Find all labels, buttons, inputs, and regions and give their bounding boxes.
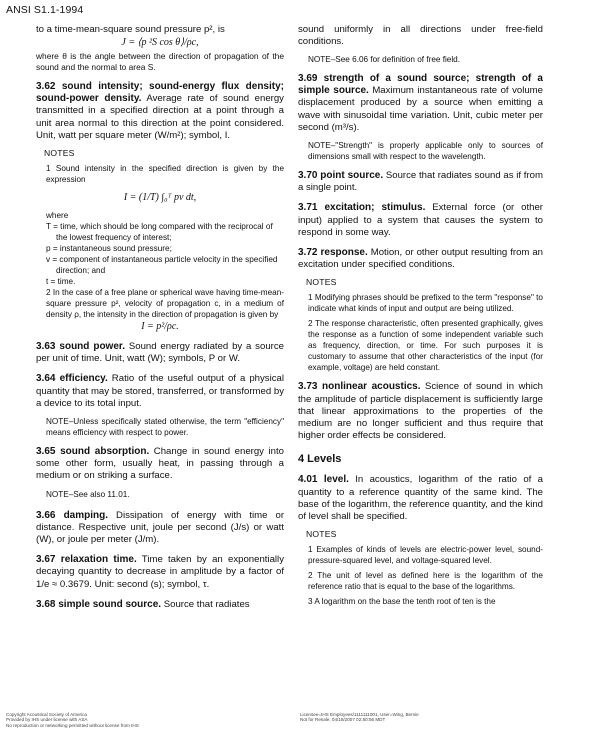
term-3-66: 3.66 damping. [36, 509, 109, 521]
where-list [36, 221, 284, 287]
term-3-68: 3.68 simple sound source. [36, 598, 162, 610]
note-3-62-2: 2 In the case of a free plane or spherical wave having time-mean-square pressure p², velocity of propagation c, in a medium of density ρ, the intensity in the direction of propagation is given by [46, 288, 284, 320]
intro-formula: J = ⟨p ²S cos θ⟩/ρc, [121, 37, 199, 48]
left-column [36, 24, 284, 611]
entry-3-72 [298, 247, 543, 271]
def-3-72: Motion, or other output resulting from an excitation under specified conditions. [298, 247, 544, 271]
def-3-62: Average rate of sound energy transmitted in a specified direction at a point through a unit area normal to this direction at the point considered. Unit, watt per square meter (W/m²); symbol, I. [36, 93, 284, 141]
term-3-69: 3.69 strength of a sound source; strength of a simple source. [298, 73, 543, 97]
intro-text: to a time-mean-square sound pressure p², is [36, 24, 225, 35]
def-3-63: Sound energy radiated by a source per unit of time. Unit, watt (W); symbols, P or W. [36, 341, 284, 365]
formula-intensity: I = (1/T) ∫₀ᵀ pv dt, [123, 192, 197, 204]
note-4-01-2: 2 The unit of level as defined here is the logarithm of the reference ratio that is equal to the base of the logarithms. [308, 571, 543, 592]
term-3-67: 3.67 relaxation time. [36, 554, 137, 566]
footer-line: Licensee=IHS Employees/1111111001, User=Wing, Bernie [300, 712, 419, 717]
entry-3-63 [36, 341, 284, 365]
entry-3-65 [36, 446, 284, 483]
entry-3-73 [298, 381, 543, 442]
def-3-67: Time taken by an exponentially decaying quantity to decrease in amplitude by a factor of 1/e ≈ 0.3679. Unit: second (s); symbol, τ. [36, 554, 284, 590]
entry-4-01 [298, 474, 543, 523]
def-3-66: Dissipation of energy with time or distance. Respective unit, joule per second (J/s) or watt (W), or joule per meter (J/m). [36, 509, 285, 546]
formula-plane-wave: I = p²/ρc. [141, 321, 179, 333]
notes-label-3-62: NOTES [44, 148, 75, 159]
footer-line: Copyright Acoustical Society of America [6, 712, 87, 717]
footer-line: Provided by IHS under license with ASA [6, 717, 88, 723]
intro-where: where θ is the angle between the direction of propagation of the sound and the normal to area S. [36, 51, 284, 72]
def-3-69: Maximum instantaneous rate of volume displacement produced by a source when emitting a wave with sinusoidal time variation. Unit, cubic meter per second (m³/s). [298, 85, 543, 133]
entry-3-62 [36, 81, 284, 142]
notes-label-4-01: NOTES [306, 529, 337, 540]
note-4-01-1: 1 Examples of kinds of levels are electric-power level, sound-pressure-squared level, and voltage-squared level. [308, 545, 543, 566]
note-4-01-3: 3 A logarithm on the base the tenth root of ten is the [308, 597, 496, 607]
def-3-68: Source that radiates [161, 598, 250, 610]
def-4-01: In acoustics, logarithm of the ratio of a quantity to a reference quantity of the same kind. The base of the logarithm, the reference quantity, and the kind of level shall be specified. [298, 474, 544, 523]
notes-label-3-72: NOTES [306, 277, 337, 288]
note-3-72-2: 2 The response characteristic, often presented graphically, gives the response as a function of some independent variable such as frequency, direction, or time. For such purposes it is customary to assume that other characteristics of the input (for example, voltage) are held constant. [308, 319, 543, 373]
entry-3-68 [36, 599, 284, 611]
footer-license [300, 712, 520, 723]
section-4-title: 4 Levels [298, 453, 342, 466]
term-3-62: 3.62 sound intensity; sound-energy flux density; sound-power density. [36, 81, 284, 105]
term-3-70: 3.70 point source. [298, 170, 384, 182]
footer-copyright [6, 712, 226, 728]
term-3-64: 3.64 efficiency. [36, 373, 108, 385]
where-item: t = time. [46, 277, 76, 287]
entry-3-71 [298, 202, 543, 239]
note-3-64: NOTE–Unless specifically stated otherwise, the term "efficiency" means efficiency with respect to power. [46, 417, 284, 438]
where-item: T = time, which should be long compared with the reciprocal of the lowest frequency of interest; [46, 222, 273, 243]
footer-line: No reproduction or networking permitted without license from IHS [6, 722, 139, 728]
footer-line: Not for Resale, 04/18/2007 02:50:56 MDT [300, 717, 386, 723]
def-3-70: Source that radiates sound as if from a single point. [298, 170, 543, 194]
entry-3-66 [36, 510, 284, 547]
term-3-63: 3.63 sound power. [36, 341, 126, 353]
continued-text: sound uniformly in all directions under free-field conditions. [298, 24, 543, 47]
term-3-71: 3.71 excitation; stimulus. [298, 202, 426, 214]
term-4-01: 4.01 level. [298, 474, 349, 486]
def-3-73: Science of sound in which the amplitude of particle displacement is sufficiently large that linear approximations to the properties of the medium are no longer sufficient and thus require that higher order effects be considered. [298, 381, 543, 442]
where-item: p = instantaneous sound pressure; [46, 244, 172, 254]
entry-3-67 [36, 554, 284, 591]
right-column [298, 24, 543, 607]
entry-3-70 [298, 170, 543, 194]
note-free-field: NOTE–See 6.06 for definition of free field. [308, 55, 461, 64]
term-3-72: 3.72 response. [298, 247, 368, 259]
page-header: ANSI S1.1-1994 [6, 4, 84, 16]
note-3-69: NOTE–"Strength" is properly applicable only to sources of dimensions small with respect to the wavelength. [308, 141, 543, 162]
def-3-65: Change in sound energy into some other form, usually heat, in passing through a medium or on striking a surface. [36, 446, 284, 482]
note-3-65: NOTE–See also 11.01. [46, 489, 130, 499]
entry-3-69 [298, 73, 543, 134]
def-3-71: External force (or other input) applied to a system that causes the system to respond in some way. [298, 202, 543, 238]
where-label: where [46, 211, 69, 221]
where-item: v = component of instantaneous particle velocity in the specified direction; and [46, 255, 278, 276]
note-3-62-1: 1 Sound intensity in the specified direction is given by the expression [46, 164, 284, 185]
term-3-73: 3.73 nonlinear acoustics. [298, 381, 421, 393]
note-3-72-1: 1 Modifying phrases should be prefixed to the term "response" to indicate what kinds of input and output are being utilized. [308, 293, 543, 314]
entry-3-64 [36, 373, 284, 410]
term-3-65: 3.65 sound absorption. [36, 446, 150, 458]
def-3-64: Ratio of the useful output of a physical quantity that may be stored, transferred, or transformed by a device to its total input. [36, 373, 284, 409]
